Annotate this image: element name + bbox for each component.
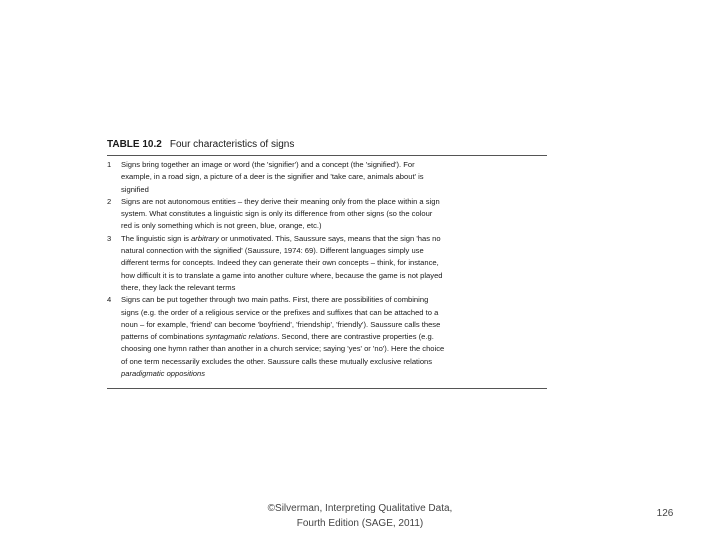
table-title — [107, 138, 547, 155]
item-line: noun – for example, 'friend' can become 'boyfriend', 'friendship', 'friendly'). Saussure calls these — [121, 319, 441, 329]
table-caption: Four characteristics of signs — [169, 139, 295, 150]
item-line: Signs are not autonomous entities – they derive their meaning only from the place within a sign — [121, 196, 440, 206]
item-line: paradigmatic oppositions — [121, 369, 206, 379]
item-line: patterns of combinations syntagmatic relations. Second, there are contrastive properties (e.g. — [121, 332, 434, 342]
characteristics-list — [107, 156, 547, 380]
item-line: red is only something which is not green, blue, orange, etc.) — [121, 221, 322, 231]
list-item — [107, 159, 547, 196]
item-line: of one term necessarily excludes the other. Saussure calls these mutually exclusive relations — [121, 356, 433, 366]
list-item — [107, 294, 547, 380]
credit-line: ©Silverman, Interpreting Qualitative Data, — [267, 503, 453, 514]
footer-credit — [220, 501, 500, 531]
item-line: The linguistic sign is arbitrary or unmotivated. This, Saussure says, means that the sign 'has no — [121, 233, 441, 243]
item-line: signs (e.g. the order of a religious service or the prefixes and suffixes that can be attached to a — [121, 307, 439, 317]
table-bottom-rule — [107, 388, 547, 389]
list-item — [107, 196, 547, 233]
item-line: choosing one hymn rather than another in a church service; saying 'yes' or 'no'). Here the choice — [121, 344, 445, 354]
item-line: natural connection with the signified' (Saussure, 1974: 69). Different languages simply use — [121, 246, 424, 256]
credit-line: Fourth Edition (SAGE, 2011) — [296, 518, 424, 529]
list-item — [107, 233, 547, 294]
item-line: Signs can be put together through two main paths. First, there are possibilities of combining — [121, 295, 429, 305]
item-number: 2 — [107, 196, 112, 206]
table-number: TABLE 10.2 — [107, 139, 162, 150]
item-number: 3 — [107, 233, 112, 243]
item-line: signified — [121, 184, 149, 194]
item-number: 1 — [107, 160, 112, 169]
item-number: 4 — [107, 295, 112, 305]
item-line: how difficult it is to translate a game into another culture where, because the game is not played — [121, 270, 443, 280]
page-number: 126 — [656, 508, 674, 519]
item-line: different terms for concepts. Indeed they can generate their own concepts – think, for instance, — [121, 258, 439, 268]
item-line: there, they lack the relevant terms — [121, 282, 236, 292]
item-line: example, in a road sign, a picture of a deer is the signifier and 'take care, animals about' is — [121, 172, 424, 182]
item-line: Signs bring together an image or word (the 'signifier') and a concept (the 'signified'). For — [121, 160, 415, 169]
table-image — [107, 138, 547, 389]
item-line: system. What constitutes a linguistic sign is only its difference from other signs (so the colour — [121, 209, 433, 219]
